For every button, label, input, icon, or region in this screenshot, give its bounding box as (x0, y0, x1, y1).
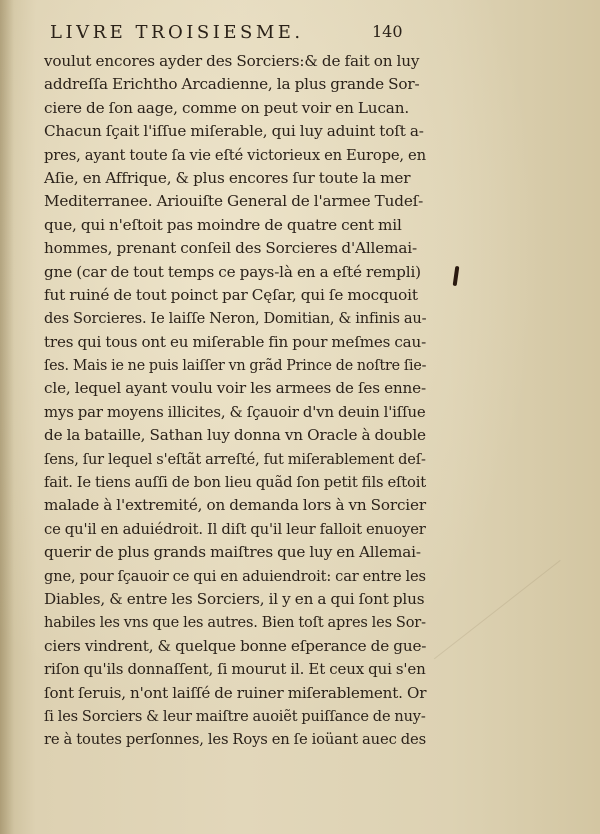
text-line: ſens, ſur lequel s'eſtãt arreſté, fut miſerablement deſ- (44, 449, 426, 468)
text-line: ciers vindrent, & quelque bonne eſperance de gue- (44, 636, 427, 655)
text-line: de la bataille, Sathan luy donna vn Oracle à double (44, 426, 426, 445)
text-line: fut ruiné de tout poinct par Cęſar, qui ſe mocquoit (44, 285, 418, 304)
text-line: ce qu'il en aduiédroit. Il diſt qu'il leur falloit enuoyer (44, 519, 426, 538)
gutter-shadow (0, 0, 14, 834)
paper-crease (434, 560, 600, 817)
text-line: Mediterranee. Ariouiſte General de l'armee Tudeſ- (44, 192, 424, 211)
text-line: voulut encores ayder des Sorciers:& de fait on luy (44, 52, 420, 70)
text-line: mys par moyens illicites, & ſçauoir d'vn deuin l'iſſue (44, 402, 426, 421)
text-line: Diables, & entre les Sorciers, il y en a qui ſont plus (44, 589, 425, 608)
page-number: 140 (372, 22, 403, 41)
text-line: tres qui tous ont eu miſerable fin pour meſmes cau- (44, 332, 427, 351)
text-line: riſon qu'ils donnaſſent, ſi mourut il. Et ceux qui s'en (44, 660, 426, 679)
text-line: habiles les vns que les autres. Bien toſt apres les Sor- (44, 613, 426, 632)
text-line: addreſſa Erichtho Arcadienne, la plus grande Sor- (44, 75, 420, 94)
text-line: ſont ſeruis, n'ont laiſſé de ruiner miſerablement. Or (44, 683, 427, 702)
text-line: Chacun ſçait l'iſſue miſerable, qui luy aduint toſt a- (44, 122, 424, 141)
text-line: gne (car de tout temps ce pays-là en a eſté rempli) (44, 262, 421, 281)
text-line: fait. Ie tiens auſſi de bon lieu quãd ſon petit fils eſtoit (44, 473, 427, 492)
text-line: ſes. Mais ie ne puis laiſſer vn grãd Prince de noſtre ſie- (44, 356, 427, 375)
text-line: hommes, prenant conſeil des Sorcieres d'Allemai- (44, 239, 417, 258)
text-line: re à toutes perſonnes, les Roys en ſe ioüant auec des (44, 730, 426, 749)
text-line: pres, ayant toute ſa vie eſté victorieux en Europe, en (44, 145, 426, 164)
ink-blot (453, 266, 460, 286)
text-line: des Sorcieres. Ie laiſſe Neron, Domitian, & infinis au- (44, 309, 427, 328)
text-line: malade à l'extremité, on demanda lors à vn Sorcier (44, 496, 426, 515)
body-text (44, 50, 427, 752)
text-line: ciere de ſon aage, comme on peut voir en Lucan. (44, 98, 410, 117)
text-line: querir de plus grands maiſtres que luy en Allemai- (44, 543, 421, 562)
text-line: Aſie, en Affrique, & plus encores ſur toute la mer (44, 168, 411, 187)
text-line: ſi les Sorciers & leur maiſtre auoiẽt puiſſance de nuy- (44, 706, 426, 725)
text-line: que, qui n'eſtoit pas moindre de quatre cent mil (44, 215, 402, 234)
text-line: cle, lequel ayant voulu voir les armees de ſes enne- (44, 379, 426, 398)
running-head: LIVRE TROISIESME. (50, 22, 304, 43)
text-line: gne, pour ſçauoir ce qui en aduiendroit: car entre les (44, 566, 426, 585)
